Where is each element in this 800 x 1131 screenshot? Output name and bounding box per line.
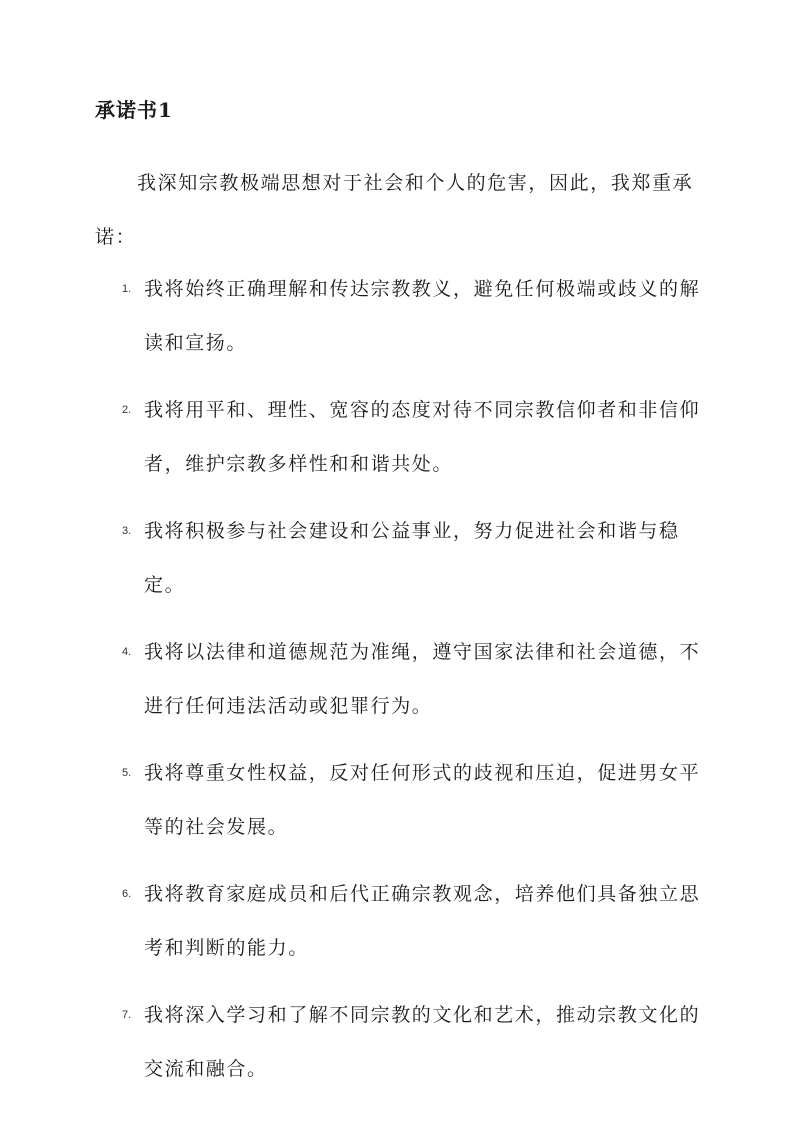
- list-item: [95, 867, 707, 975]
- commitment-list: [95, 262, 707, 1109]
- list-item: [95, 262, 707, 370]
- list-item-number: 4.: [122, 646, 132, 658]
- document-title: 承诺书1: [95, 98, 173, 122]
- list-item-text: 我将深入学习和了解不同宗教的文化和艺术，推动宗教文化的交流和融合。: [144, 1004, 701, 1080]
- list-item-text: 我将尊重女性权益，反对任何形式的歧视和压迫，促进男女平等的社会发展。: [144, 762, 701, 838]
- list-item-text: 我将积极参与社会建设和公益事业，努力促进社会和谐与稳定。: [144, 520, 680, 596]
- list-item-text: 我将用平和、理性、宽容的态度对待不同宗教信仰者和非信仰者，维护宗教多样性和和谐共处。: [144, 399, 701, 475]
- list-item-text: 我将以法律和道德规范为准绳，遵守国家法律和社会道德，不进行任何违法活动或犯罪行为。: [144, 641, 701, 717]
- list-item-number: 7.: [122, 1009, 132, 1021]
- list-item-number: 1.: [122, 283, 132, 295]
- list-item-number: 5.: [122, 767, 132, 779]
- list-item-number: 6.: [122, 888, 132, 900]
- list-item: [95, 988, 707, 1096]
- list-item-text: 我将教育家庭成员和后代正确宗教观念，培养他们具备独立思考和判断的能力。: [144, 883, 701, 959]
- list-item-number: 3.: [122, 525, 132, 537]
- intro-paragraph: 我深知宗教极端思想对于社会和个人的危害，因此，我郑重承诺：: [95, 172, 694, 248]
- list-item-number: 2.: [122, 404, 132, 416]
- list-item-text: 我将始终正确理解和传达宗教教义，避免任何极端或歧义的解读和宣扬。: [144, 278, 701, 354]
- list-item: [95, 383, 707, 491]
- list-item: [95, 504, 707, 612]
- list-item: [95, 746, 707, 854]
- list-item: [95, 625, 707, 733]
